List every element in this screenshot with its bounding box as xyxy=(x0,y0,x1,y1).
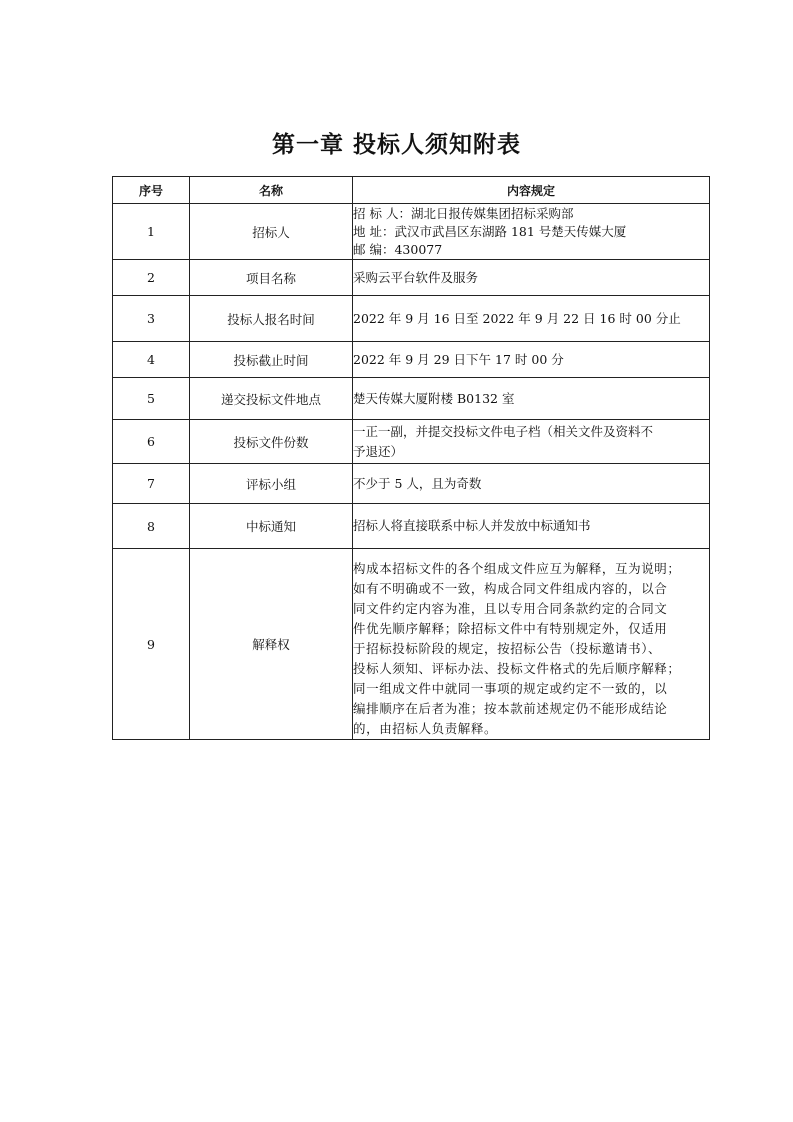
row-content xyxy=(353,549,710,740)
content-line: 如有不明确或不一致，构成合同文件组成内容的，以合 xyxy=(353,581,668,596)
header-content: 内容规定 xyxy=(353,177,710,204)
content-line: 招 标 人：湖北日报传媒集团招标采购部 xyxy=(353,205,574,221)
row-content: 2022 年 9 月 16 日至 2022 年 9 月 22 日 16 时 00 分止 xyxy=(353,296,710,342)
table-header-row xyxy=(113,177,710,204)
content-line: 编排顺序在后者为准；按本款前述规定仍不能形成结论 xyxy=(353,701,668,716)
row-name: 中标通知 xyxy=(190,504,353,549)
table-row xyxy=(113,420,710,464)
row-name: 评标小组 xyxy=(190,464,353,504)
header-serial-no: 序号 xyxy=(113,177,190,204)
page-title: 第一章 投标人须知附表 xyxy=(271,132,521,158)
row-content: 不少于 5 人，且为奇数 xyxy=(353,464,710,504)
row-number: 3 xyxy=(113,296,190,342)
row-number: 4 xyxy=(113,342,190,378)
row-name: 投标文件份数 xyxy=(190,420,353,464)
content-line: 一正一副，并提交投标文件电子档（相关文件及资料不 xyxy=(353,423,654,439)
row-content: 采购云平台软件及服务 xyxy=(353,260,710,296)
row-name: 投标人报名时间 xyxy=(190,296,353,342)
table-row xyxy=(113,549,710,740)
row-content xyxy=(353,204,710,260)
header-item-name: 名称 xyxy=(190,177,353,204)
table-row xyxy=(113,378,710,420)
content-line: 地 址：武汉市武昌区东湖路 181 号楚天传媒大厦 xyxy=(353,223,627,239)
row-number: 5 xyxy=(113,378,190,420)
appendix-table xyxy=(112,176,710,740)
row-name: 解释权 xyxy=(190,549,353,740)
content-line: 件优先顺序解释；除招标文件中有特别规定外，仅适用 xyxy=(353,621,668,636)
row-name: 招标人 xyxy=(190,204,353,260)
table-row xyxy=(113,260,710,296)
table-row xyxy=(113,342,710,378)
row-number: 6 xyxy=(113,420,190,464)
table-row xyxy=(113,504,710,549)
row-number: 7 xyxy=(113,464,190,504)
table-row xyxy=(113,464,710,504)
content-line: 同文件约定内容为准，且以专用合同条款约定的合同文 xyxy=(353,601,668,616)
content-line: 同一组成文件中就同一事项的规定或约定不一致的，以 xyxy=(353,681,668,696)
row-content: 楚天传媒大厦附楼 B0132 室 xyxy=(353,378,710,420)
table-row xyxy=(113,296,710,342)
row-number: 2 xyxy=(113,260,190,296)
content-line: 投标人须知、评标办法、投标文件格式的先后顺序解释； xyxy=(353,661,681,676)
row-content: 招标人将直接联系中标人并发放中标通知书 xyxy=(353,504,710,549)
row-content xyxy=(353,420,710,464)
row-content: 2022 年 9 月 29 日下午 17 时 00 分 xyxy=(353,342,710,378)
content-line: 邮 编：430077 xyxy=(353,241,443,257)
content-line: 于招标投标阶段的规定，按招标公告（投标邀请书）、 xyxy=(353,641,662,656)
content-line: 的，由招标人负责解释。 xyxy=(353,721,498,736)
row-number: 1 xyxy=(113,204,190,260)
row-number: 8 xyxy=(113,504,190,549)
content-line: 构成本招标文件的各个组成文件应互为解释，互为说明； xyxy=(353,561,681,576)
row-number: 9 xyxy=(113,549,190,740)
row-name: 递交投标文件地点 xyxy=(190,378,353,420)
row-name: 项目名称 xyxy=(190,260,353,296)
content-line: 予退还） xyxy=(353,443,404,459)
row-name: 投标截止时间 xyxy=(190,342,353,378)
table-row xyxy=(113,204,710,260)
